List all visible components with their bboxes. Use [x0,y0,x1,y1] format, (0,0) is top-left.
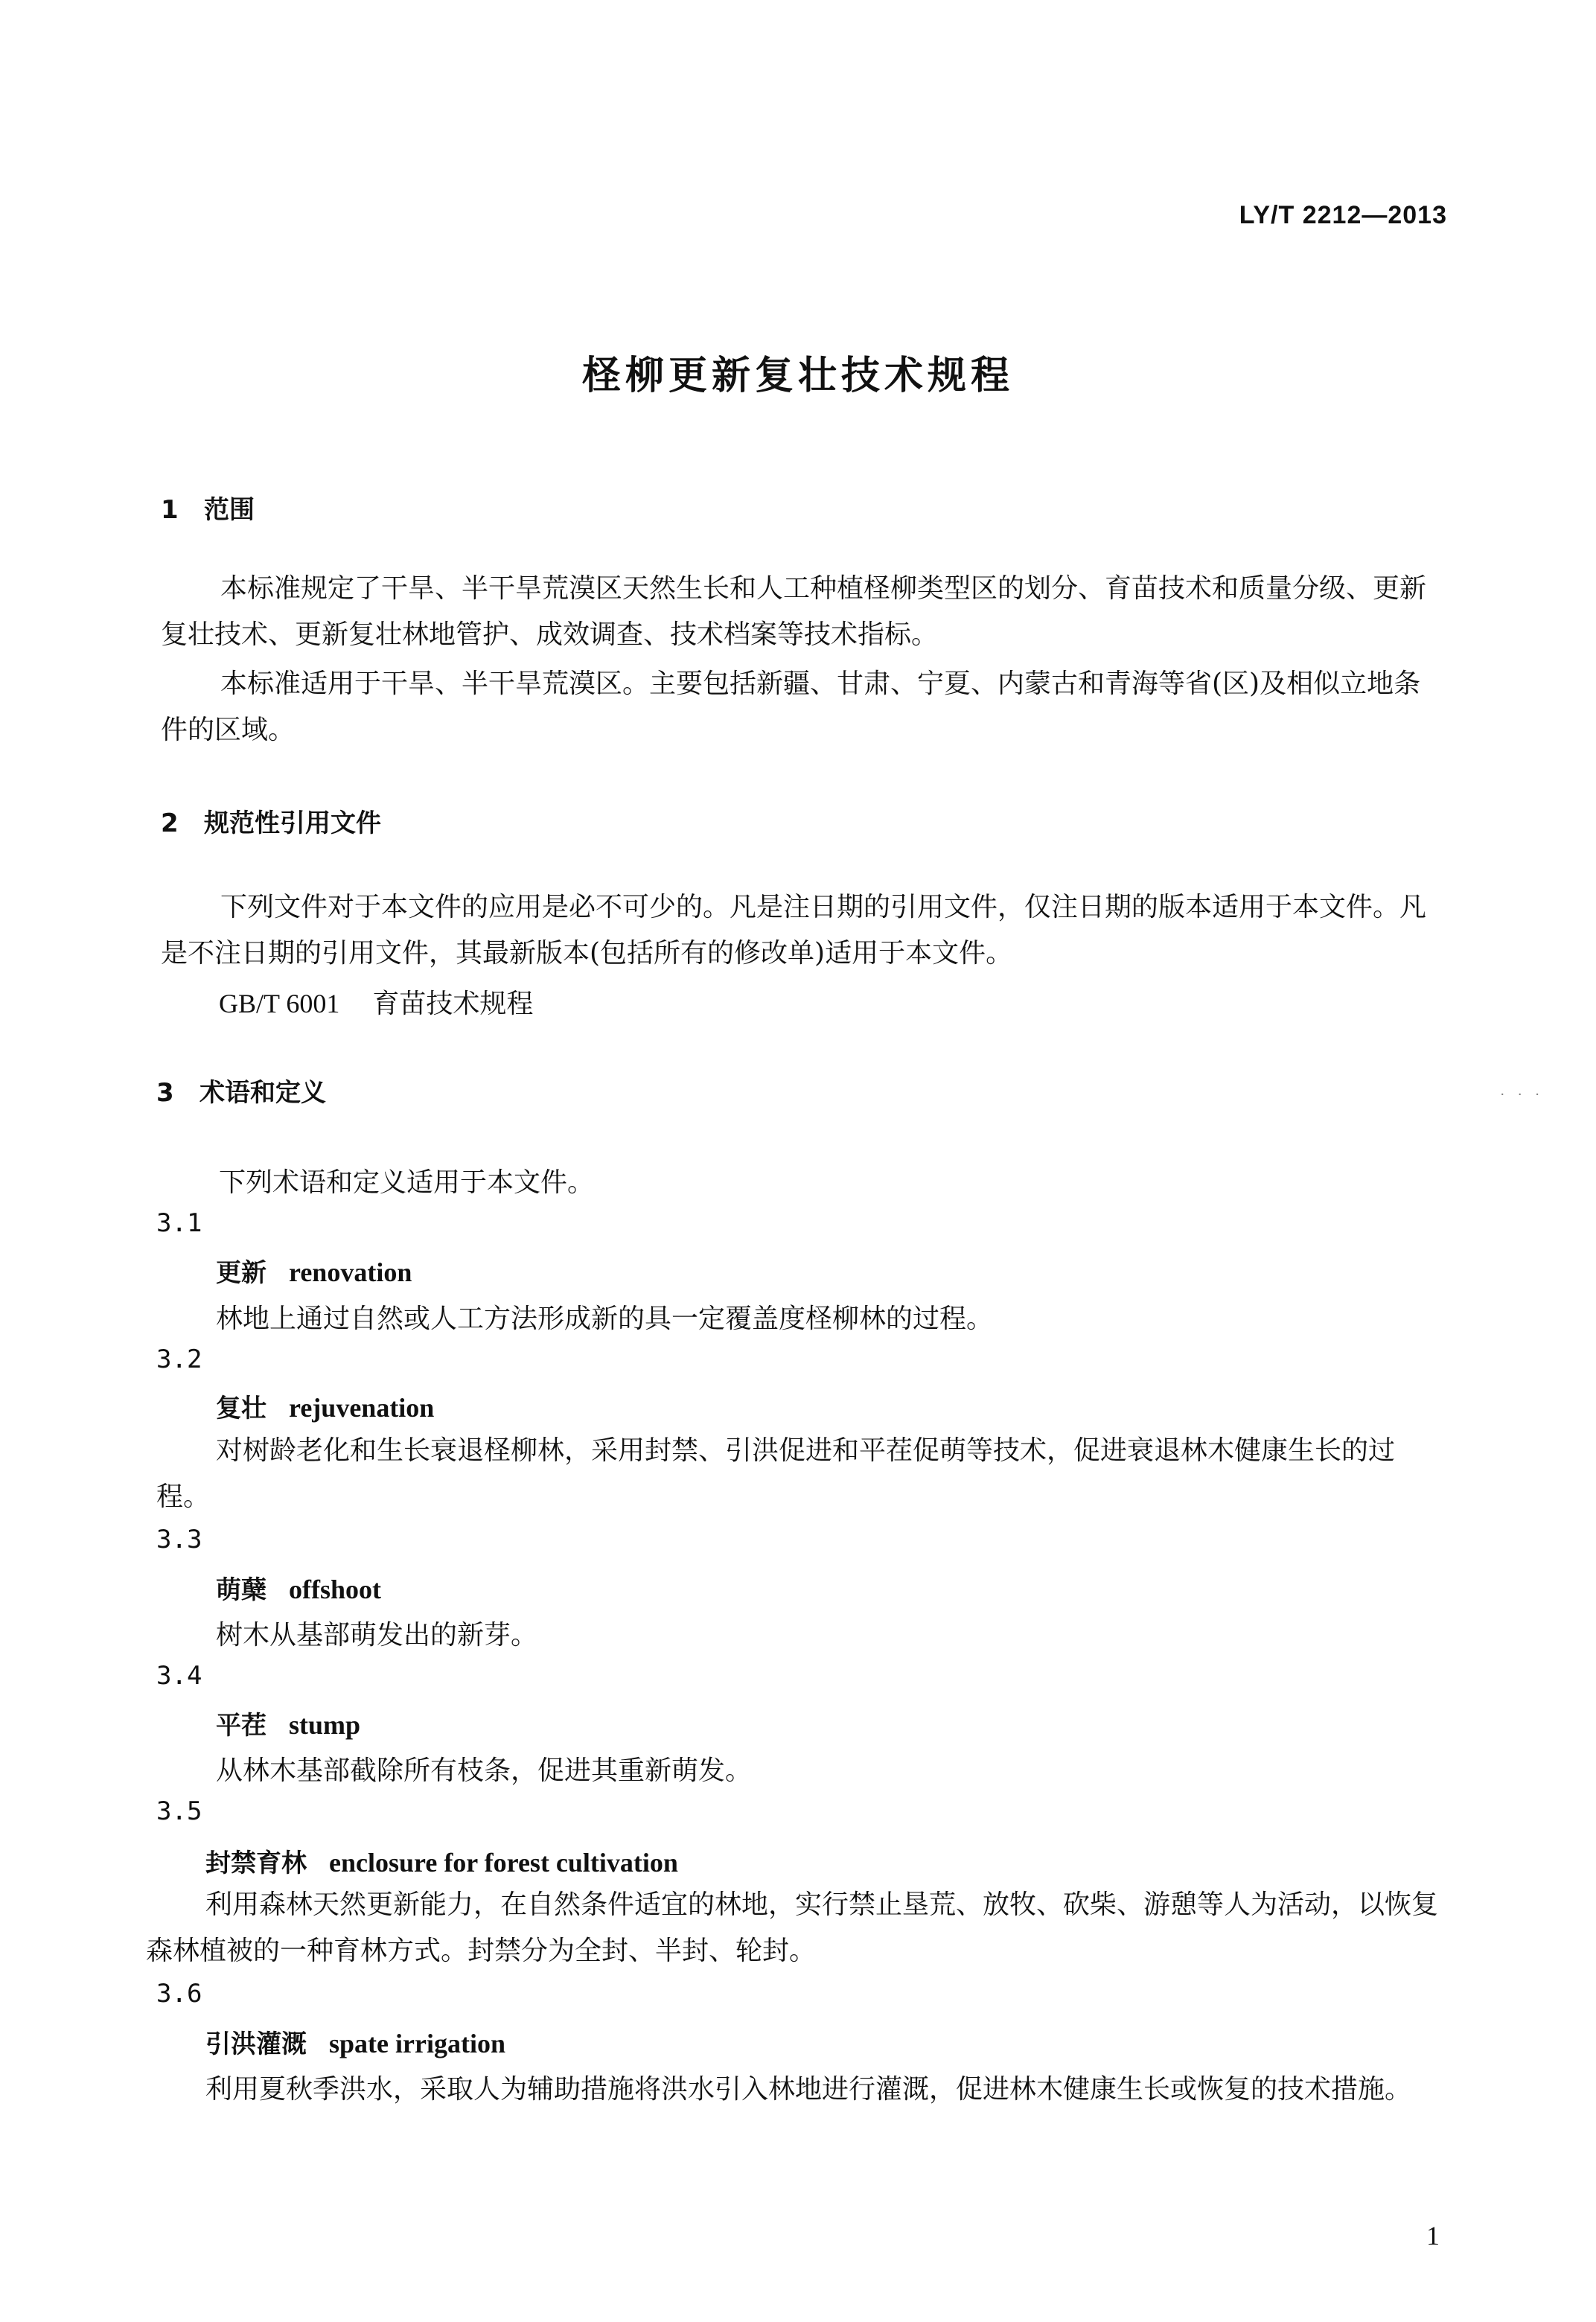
term-english: renovation [289,1257,412,1287]
term-english: offshoot [289,1575,381,1604]
term-number: 3.2 [156,1345,202,1374]
term-english: spate irrigation [329,2029,505,2058]
section-3-intro: 下列术语和定义适用于本文件。 [219,1167,595,1198]
margin-mark: · · · [1500,1087,1544,1103]
term-definition: 利用森林天然更新能力，在自然条件适宜的林地，实行禁止垦荒、放牧、砍柴、游憩等人为活动，以恢复森林植被的一种育林方式。封禁分为全封、半封、轮封。 [146,1889,1439,1966]
section-3-heading [156,1072,326,1109]
term-heading [205,2023,505,2060]
page-number: 1 [1426,2221,1440,2251]
section-1-paragraph-2: 本标准适用于干旱、半干旱荒漠区。主要包括新疆、甘肃、宁夏、内蒙古和青海等省(区)及相似立地条件的区域。 [161,669,1421,745]
reference-title: 育苗技术规程 [372,989,534,1019]
section-1-paragraph-1: 本标准规定了干旱、半干旱荒漠区天然生长和人工种植柽柳类型区的划分、育苗技术和质量分级、更新复壮技术、更新复壮林地管护、成效调查、技术档案等技术指标。 [161,573,1427,650]
term-definition: 树木从基部萌发出的新芽。 [216,1620,538,1650]
term-heading [216,1705,360,1741]
term-chinese: 封禁育林 [205,1849,307,1878]
standard-number: LY/T 2212—2013 [1239,201,1447,229]
term-definition: 从林木基部截除所有枝条，促进其重新萌发。 [216,1755,753,1786]
section-2-heading [161,803,381,839]
term-definition: 对树龄老化和生长衰退柽柳林，采用封禁、引洪促进和平茬促萌等技术，促进衰退林木健康生长的过程。 [156,1435,1396,1512]
term-number: 3.4 [156,1661,202,1691]
term-english: rejuvenation [289,1393,435,1423]
term-definition: 林地上通过自然或人工方法形成新的具一定覆盖度柽柳林的过程。 [216,1304,994,1334]
term-number: 3.1 [156,1208,202,1238]
section-title: 规范性引用文件 [204,808,381,838]
section-title: 范围 [204,495,255,525]
section-number: 1 [161,495,179,525]
term-chinese: 更新 [216,1258,266,1288]
term-heading [216,1569,381,1606]
term-english: stump [289,1710,361,1740]
term-heading [216,1252,412,1289]
reference-code: GB/T 6001 [219,989,340,1018]
term-number: 3.5 [156,1796,202,1826]
term-heading [216,1388,434,1424]
term-number: 3.3 [156,1525,202,1554]
term-english: enclosure for forest cultivation [329,1848,678,1878]
section-number: 2 [161,808,179,838]
document-title: 柽柳更新复壮技术规程 [581,354,1014,398]
term-chinese: 平茬 [216,1711,266,1741]
section-number: 3 [156,1078,174,1108]
normative-reference [219,983,533,1021]
section-2-paragraph-1: 下列文件对于本文件的应用是必不可少的。凡是注日期的引用文件，仅注日期的版本适用于本文件。凡是不注日期的引用文件，其最新版本(包括所有的修改单)适用于本文件。 [161,892,1427,969]
section-title: 术语和定义 [200,1078,326,1108]
term-heading [205,1843,678,1879]
term-chinese: 复壮 [216,1394,266,1423]
term-chinese: 引洪灌溉 [205,2029,307,2059]
term-definition: 利用夏秋季洪水，采取人为辅助措施将洪水引入林地进行灌溉，促进林木健康生长或恢复的技术措施。 [205,2074,1412,2105]
term-chinese: 萌蘖 [216,1575,266,1605]
section-1-heading [161,489,255,526]
term-number: 3.6 [156,1979,202,2009]
